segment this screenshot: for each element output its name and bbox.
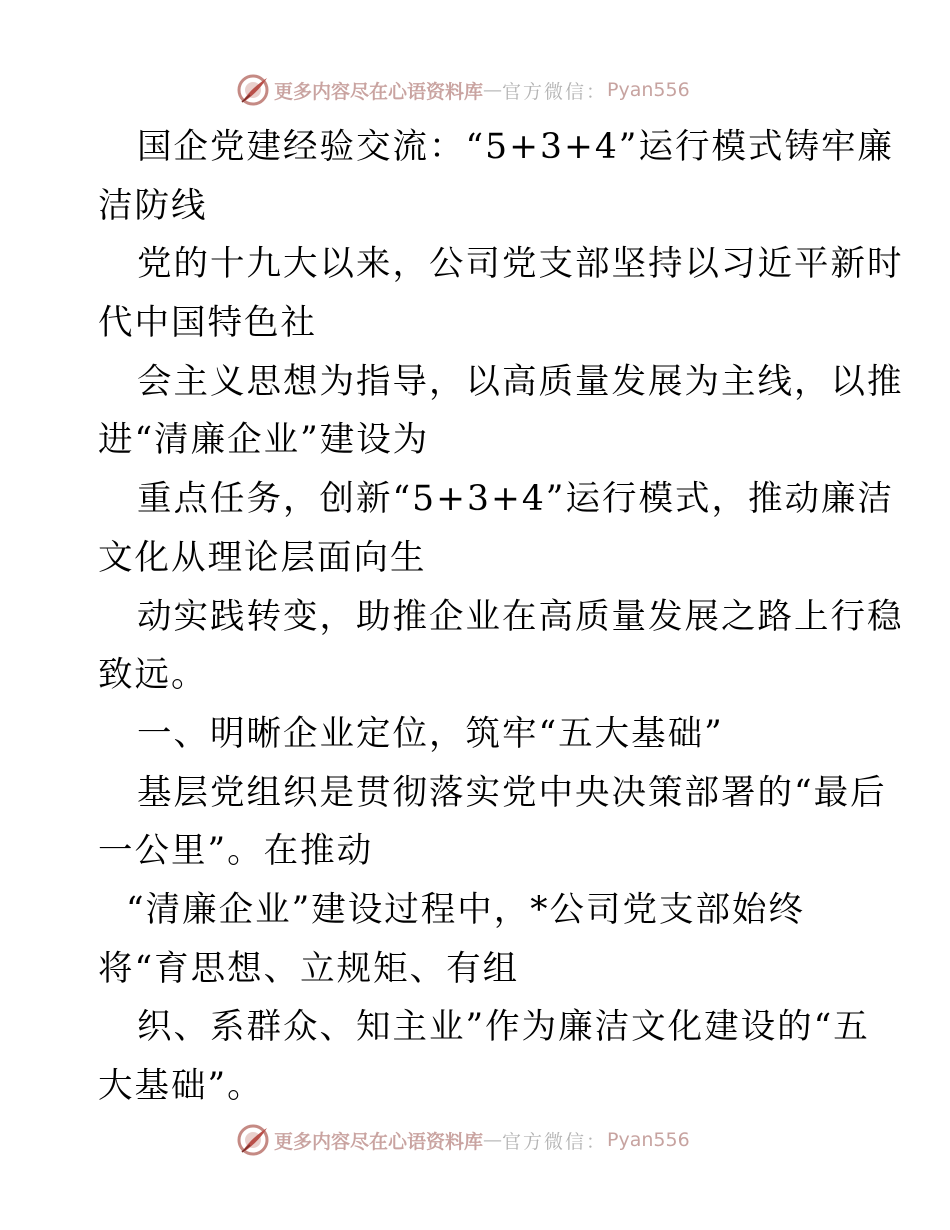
doc-paragraph-line: 进“清廉企业”建设为 <box>98 420 430 461</box>
watermark-wechat-id: Pyan556 <box>607 1129 690 1151</box>
doc-paragraph-line: 代中国特色社 <box>98 303 317 344</box>
doc-paragraph-line: 织、系群众、知主业”作为廉洁文化建设的“五 <box>137 1007 870 1048</box>
doc-paragraph-line: 动实践转变，助推企业在高质量发展之路上行稳 <box>137 596 904 637</box>
document-body <box>98 118 904 1116</box>
feather-logo-icon <box>236 73 270 107</box>
doc-paragraph-line: 重点任务，创新“5+3+4”运行模式，推动廉洁 <box>137 479 894 520</box>
doc-paragraph-line: 党的十九大以来，公司党支部坚持以习近平新时 <box>137 244 904 285</box>
doc-paragraph-line: 文化从理论层面向生 <box>98 537 427 578</box>
watermark-separator: — <box>483 79 503 101</box>
doc-paragraph-line: 一公里”。在推动 <box>98 831 374 872</box>
doc-paragraph-line: 将“育思想、立规矩、有组 <box>98 948 520 989</box>
watermark-header <box>236 72 756 108</box>
watermark-footer <box>236 1122 756 1158</box>
watermark-main-text: 更多内容尽在心语资料库 <box>274 1130 484 1153</box>
doc-paragraph-line: 致远。 <box>98 655 208 696</box>
doc-paragraph-line: 基层党组织是贯彻落实党中央决策部署的“最后 <box>137 772 887 813</box>
doc-section-heading: 一、明晰企业定位，筑牢“五大基础” <box>137 713 724 754</box>
watermark-wechat-label: 官方微信： <box>502 1130 608 1153</box>
doc-title-line-2: 洁防线 <box>98 185 208 226</box>
watermark-main-text: 更多内容尽在心语资料库 <box>274 80 484 103</box>
doc-paragraph-line: 会主义思想为指导，以高质量发展为主线，以推 <box>137 361 904 402</box>
doc-paragraph-line: 大基础”。 <box>98 1066 264 1106</box>
watermark-wechat-id: Pyan556 <box>607 79 690 101</box>
watermark-wechat-label: 官方微信： <box>502 80 608 103</box>
feather-logo-icon <box>236 1123 270 1157</box>
doc-title-line-1: 国企党建经验交流：“5+3+4”运行模式铸牢廉 <box>137 127 894 167</box>
watermark-separator: — <box>483 1129 503 1151</box>
doc-paragraph-line: “清廉企业”建设过程中，*公司党支部始终 <box>126 889 806 930</box>
